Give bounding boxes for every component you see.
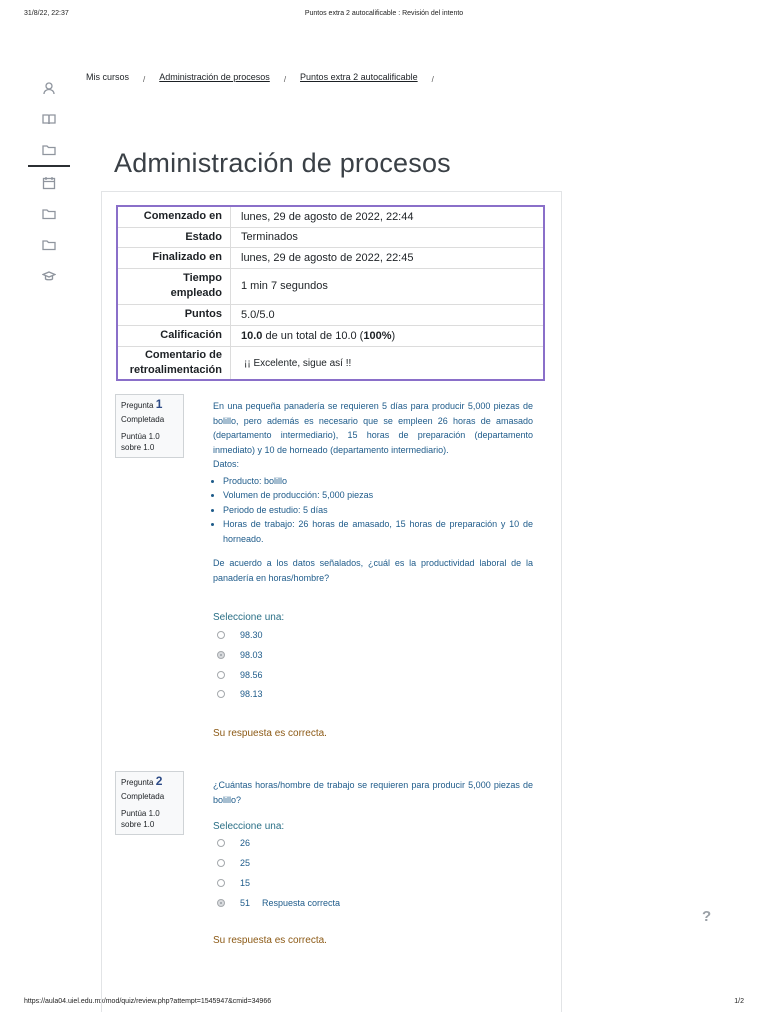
breadcrumb-separator: / [143,74,146,84]
summary-value: 5.0/5.0 [231,304,545,325]
summary-label: Finalizado en [117,247,231,268]
answer-feedback: Su respuesta es correcta. [213,728,327,739]
sidebar-item-folder-3[interactable] [28,229,70,260]
radio-button[interactable] [217,671,225,679]
breadcrumb [86,72,440,82]
option-label: 98.13 [240,689,263,699]
radio-button[interactable] [217,631,225,639]
select-one-label: Seleccione una: [213,821,285,832]
question-label: Pregunta [121,401,154,410]
summary-value: 1 min 7 segundos [231,268,545,304]
grade-close: ) [391,329,396,342]
feedback-text: ¡¡ Excelente, sigue así !! [244,357,352,369]
question-number [121,399,178,411]
question-2-info [115,771,184,835]
page-title: Administración de procesos [114,148,451,179]
question-state: Completada [121,415,165,424]
sidebar-item-folder-active[interactable] [28,134,70,167]
summary-row-started [117,206,544,227]
question-grade-line: Puntúa 1.0 [121,809,160,818]
print-title: Puntos extra 2 autocalificable : Revisión del intento [304,10,464,17]
summary-value [231,346,545,380]
sidebar-item-participants[interactable] [28,72,70,103]
summary-row-state [117,227,544,247]
graduation-cap-icon [42,269,56,283]
folder-icon [42,238,56,252]
question-data-label: Datos: [213,459,240,469]
option-label: 15 [240,878,251,888]
summary-value: Terminados [231,227,545,247]
print-datetime: 31/8/22, 22:37 [24,10,69,17]
radio-button[interactable] [217,839,225,847]
question-number-value: 2 [155,774,163,788]
grade-total: de un total de 10.0 ( [265,329,364,342]
question-statement: En una pequeña panadería se requieren 5 días para producir 5,000 piezas de bolillo, pero además es necesario que se empleen 26 horas de amasado (departamento intermediario), 15 horas de preparación (departamento inmediato) y 10 de horneado (departamento intermediario). [213,401,533,455]
list-item: • Producto: bolillo [223,474,533,489]
attempt-summary-table [116,205,545,381]
summary-label-line: Comentario de [144,348,222,361]
print-header [0,10,768,24]
radio-button-checked[interactable] [217,899,225,907]
summary-row-feedback [117,346,544,380]
breadcrumb-my-courses[interactable]: Mis cursos [86,72,130,82]
summary-label: Comenzado en [117,206,231,227]
question-1-info [115,394,184,458]
radio-button[interactable] [217,879,225,887]
summary-value [231,325,545,346]
grade-percent: 100% [363,329,392,342]
sidebar-item-calendar[interactable] [28,167,70,198]
option-label: 26 [240,838,251,848]
sidebar-item-book[interactable] [28,103,70,134]
radio-button[interactable] [217,859,225,867]
select-one-label: Seleccione una: [213,612,285,623]
radio-button-checked[interactable] [217,651,225,659]
answer-option[interactable] [217,630,263,640]
question-grade [121,431,178,453]
option-label: 98.03 [240,650,263,660]
answer-option[interactable] [217,689,263,699]
breadcrumb-separator: / [283,74,287,84]
list-item: • Horas de trabajo: 26 horas de amasado, 15 horas de preparación y 10 de horneado. [223,517,533,546]
question-number [121,776,178,788]
breadcrumb-course[interactable]: Administración de procesos [159,72,270,82]
sidebar-item-folder-2[interactable] [28,198,70,229]
answer-feedback: Su respuesta es correcta. [213,935,327,946]
sidebar-item-grades[interactable] [28,260,70,291]
breadcrumb-separator: / [431,74,434,84]
course-index-sidebar [28,72,70,291]
folder-icon [42,143,56,157]
question-prompt-text: De acuerdo a los datos señalados, ¿cuál es la productividad laboral de la panadería en horas/hombre? [213,558,533,583]
summary-row-points [117,304,544,325]
summary-value: lunes, 29 de agosto de 2022, 22:45 [231,247,545,268]
question-label: Pregunta [121,778,154,787]
summary-label [117,268,231,304]
answer-option[interactable] [217,858,250,868]
option-label: 25 [240,858,251,868]
question-grade-line: sobre 1.0 [121,820,155,829]
answer-option[interactable] [217,670,263,680]
question-data-list [213,474,533,547]
summary-label: Calificación [117,325,231,346]
question-grade-line: sobre 1.0 [121,443,155,452]
help-icon[interactable]: ? [702,908,712,925]
answer-option[interactable] [217,650,263,660]
summary-label-line: retroalimentación [129,363,222,376]
folder-icon [42,207,56,221]
summary-row-grade [117,325,544,346]
radio-button[interactable] [217,690,225,698]
summary-row-finished [117,247,544,268]
summary-label-line: Tiempo [183,272,222,284]
answer-option[interactable] [217,838,250,848]
breadcrumb-quiz[interactable]: Puntos extra 2 autocalificable [300,72,418,82]
summary-row-time [117,268,544,304]
answer-option[interactable] [217,898,340,908]
question-number-value: 1 [155,397,163,411]
summary-value: lunes, 29 de agosto de 2022, 22:44 [241,210,414,223]
question-grade-line: Puntúa 1.0 [121,432,160,441]
summary-label: Estado [117,227,231,247]
question-grade [121,808,178,830]
question-state: Completada [121,792,165,801]
question-1-text [213,399,533,585]
summary-label: Puntos [117,304,231,325]
option-label: 98.30 [240,630,263,640]
list-item: • Volumen de producción: 5,000 piezas [223,488,533,503]
print-url: https://aula04.uiel.edu.mx/mod/quiz/review.php?attempt=1545947&cmid=34966 [24,998,272,1005]
calendar-icon [42,176,56,190]
book-icon [42,112,56,126]
summary-label [117,346,231,380]
correct-answer-note: Respuesta correcta [262,898,341,908]
question-2-text [213,778,533,807]
option-label: 51 [240,898,251,908]
summary-label-line: empleado [170,287,222,299]
question-statement: ¿Cuántas horas/hombre de trabajo se requieren para producir 5,000 piezas de bolillo? [213,780,533,805]
participants-icon [42,81,56,95]
print-page-number: 1/2 [734,998,744,1005]
option-label: 98.56 [240,670,263,680]
answer-option[interactable] [217,878,250,888]
list-item: • Periodo de estudio: 5 días [223,503,533,518]
grade-score: 10.0 [241,329,263,342]
